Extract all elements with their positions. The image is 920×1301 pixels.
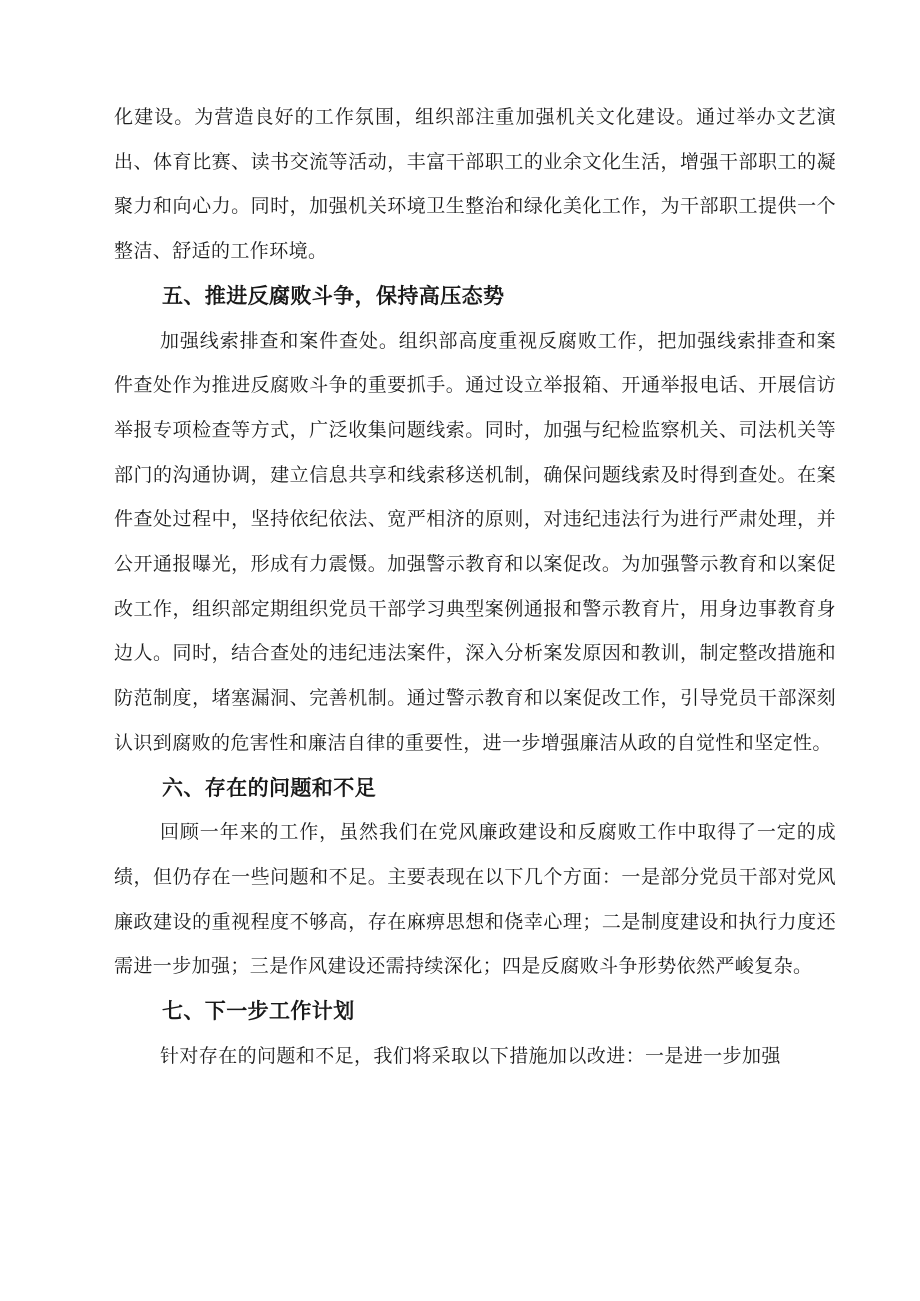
body-paragraph-culture: 化建设。为营造良好的工作氛围，组织部注重加强机关文化建设。通过举办文艺演出、体育比赛、读书交流等活动，丰富干部职工的业余文化生活，增强干部职工的凝聚力和向心力。同时，加强机关环境卫生整治和绿化美化工作，为干部职工提供一个整洁、舒适的工作环境。 — [114, 106, 836, 263]
body-paragraph-next-steps: 针对存在的问题和不足，我们将采取以下措施加以改进：一是进一步加强 — [160, 1044, 781, 1067]
body-paragraph-anticorruption: 加强线索排查和案件查处。组织部高度重视反腐败工作，把加强线索排查和案件查处作为推进反腐败斗争的重要抓手。通过设立举报箱、开通举报电话、开展信访举报专项检查等方式，广泛收集问题线索。同时，加强与纪检监察机关、司法机关等部门的沟通协调，建立信息共享和线索移送机制，确保问题线索及时得到查处。在案件查处过程中，坚持依纪依法、宽严相济的原则，对违纪违法行为进行严肃处理，并公开通报曝光，形成有力震慑。加强警示教育和以案促改。为加强警示教育和以案促改工作，组织部定期组织党员干部学习典型案例通报和警示教育片，用身边事教育身边人。同时，结合查处的违纪违法案件，深入分析案发原因和教训，制定整改措施和防范制度，堵塞漏洞、完善机制。通过警示教育和以案促改工作，引导党员干部深刻认识到腐败的危害性和廉洁自律的重要性，进一步增强廉洁从政的自觉性和坚定性。 — [114, 329, 836, 754]
body-paragraph-problems: 回顾一年来的工作，虽然我们在党风廉政建设和反腐败工作中取得了一定的成绩，但仍存在一些问题和不足。主要表现在以下几个方面：一是部分党员干部对党风廉政建设的重视程度不够高，存在麻痹思想和侥幸心理；二是制度建设和执行力度还需进一步加强；三是作风建设还需持续深化；四是反腐败斗争形势依然严峻复杂。 — [114, 821, 836, 978]
section-heading-anticorruption: 五、推进反腐败斗争，保持高压态势 — [162, 283, 505, 308]
section-heading-next-steps: 七、下一步工作计划 — [162, 999, 355, 1024]
section-heading-problems: 六、存在的问题和不足 — [162, 775, 376, 800]
document-page — [114, 95, 836, 1078]
